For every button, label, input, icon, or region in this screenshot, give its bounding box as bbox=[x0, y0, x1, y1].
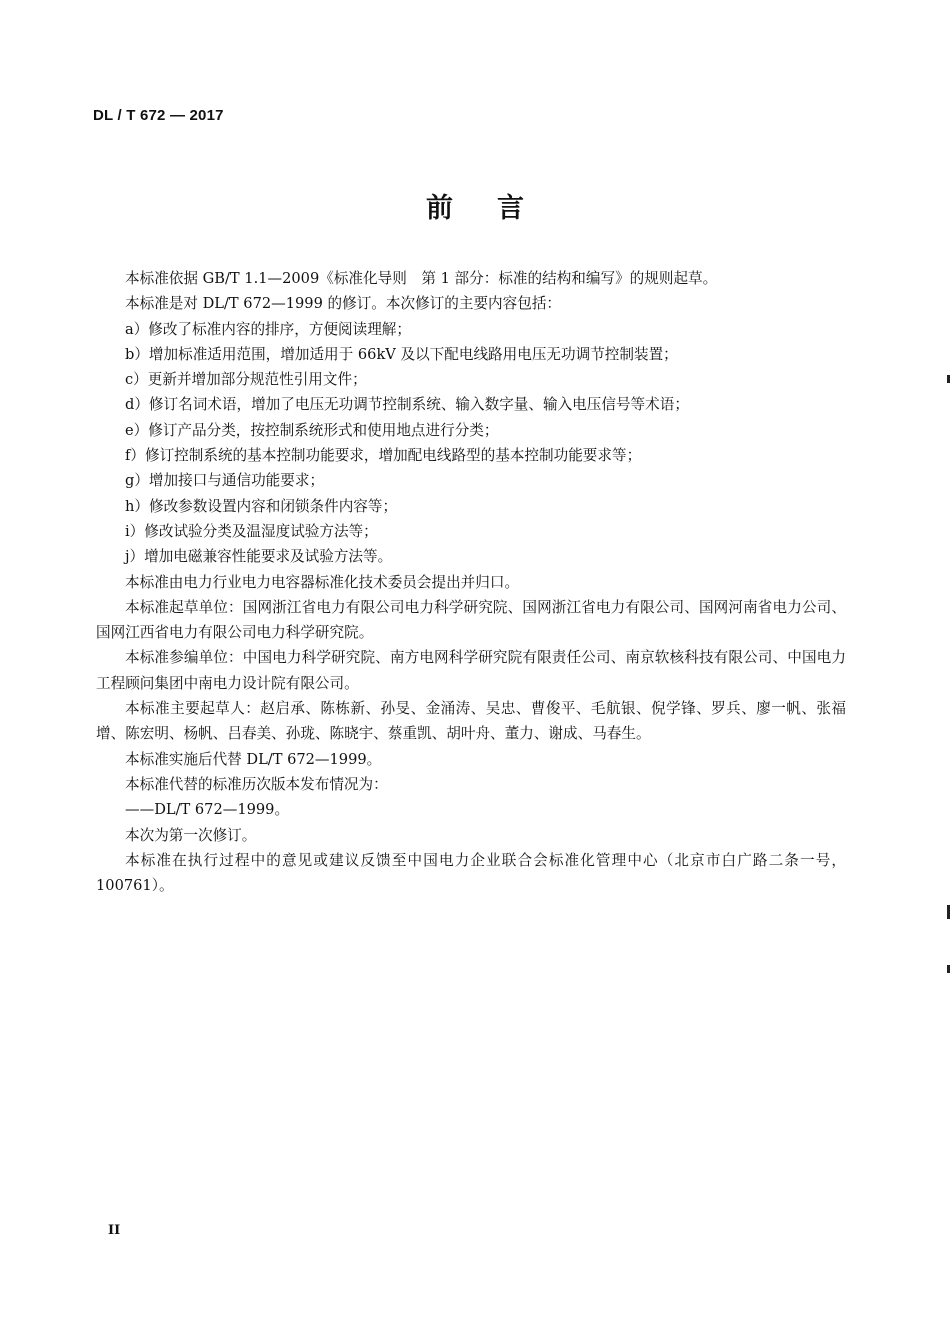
paragraph: 本标准主要起草人：赵启承、陈栋新、孙旻、金涌涛、吴忠、曹俊平、毛航银、倪学锋、罗兵、廖一帆、张福增、陈宏明、杨帆、吕春美、孙珑、陈晓宇、蔡重凯、胡叶舟、董力、谢成、马春生。 bbox=[96, 700, 846, 743]
paragraph: 本标准在执行过程中的意见或建议反馈至中国电力企业联合会标准化管理中心（北京市白广路二条一号，100761）。 bbox=[96, 851, 846, 895]
paragraph: 本标准依据 GB/T 1.1—2009《标准化导则 第 1 部分：标准的结构和编写》的规则起草。 bbox=[125, 270, 718, 287]
list-item: f）修订控制系统的基本控制功能要求，增加配电线路型的基本控制功能要求等； bbox=[125, 447, 642, 465]
paragraph: 本标准参编单位：中国电力科学研究院、南方电网科学研究院有限责任公司、南京软核科技有限公司、中国电力工程顾问集团中南电力设计院有限公司。 bbox=[96, 649, 846, 692]
page-title bbox=[0, 186, 950, 225]
paragraph: ——DL/T 672—1999。 bbox=[125, 801, 290, 819]
paragraph: 本次为第一次修订。 bbox=[125, 826, 257, 844]
paragraph: 本标准是对 DL/T 672—1999 的修订。本次修订的主要内容包括： bbox=[125, 295, 562, 313]
list-item: c）更新并增加部分规范性引用文件； bbox=[125, 371, 367, 389]
list-item: j）增加电磁兼容性能要求及试验方法等。 bbox=[125, 548, 393, 566]
paragraph: 本标准实施后代替 DL/T 672—1999。 bbox=[125, 750, 382, 768]
title-char-2: 言 bbox=[497, 193, 524, 224]
list-item: e）修订产品分类，按控制系统形式和使用地点进行分类； bbox=[125, 421, 499, 439]
list-item: g）增加接口与通信功能要求； bbox=[125, 472, 325, 490]
list-item: d）修订名词术语，增加了电压无功调节控制系统、输入数字量、输入电压信号等术语； bbox=[125, 396, 689, 414]
paragraph: 本标准由电力行业电力电容器标准化技术委员会提出并归口。 bbox=[125, 573, 520, 591]
list-item: a）修改了标准内容的排序，方便阅读理解； bbox=[125, 320, 411, 338]
paragraph: 本标准起草单位：国网浙江省电力有限公司电力科学研究院、国网浙江省电力有限公司、国网河南省电力公司、国网江西省电力有限公司电力科学研究院。 bbox=[96, 598, 846, 642]
list-item: h）修改参数设置内容和闭锁条件内容等； bbox=[125, 497, 398, 515]
title-char-1: 前 bbox=[426, 193, 453, 224]
list-item: i）修改试验分类及温湿度试验方法等； bbox=[125, 522, 378, 540]
preface-body bbox=[96, 266, 846, 898]
page-number: II bbox=[108, 1223, 121, 1238]
document-code: DL / T 672 — 2017 bbox=[93, 107, 224, 124]
list-item: b）增加标准适用范围，增加适用于 66kV 及以下配电线路用电压无功调节控制装置； bbox=[125, 345, 678, 363]
paragraph: 本标准代替的标准历次版本发布情况为： bbox=[125, 775, 388, 793]
